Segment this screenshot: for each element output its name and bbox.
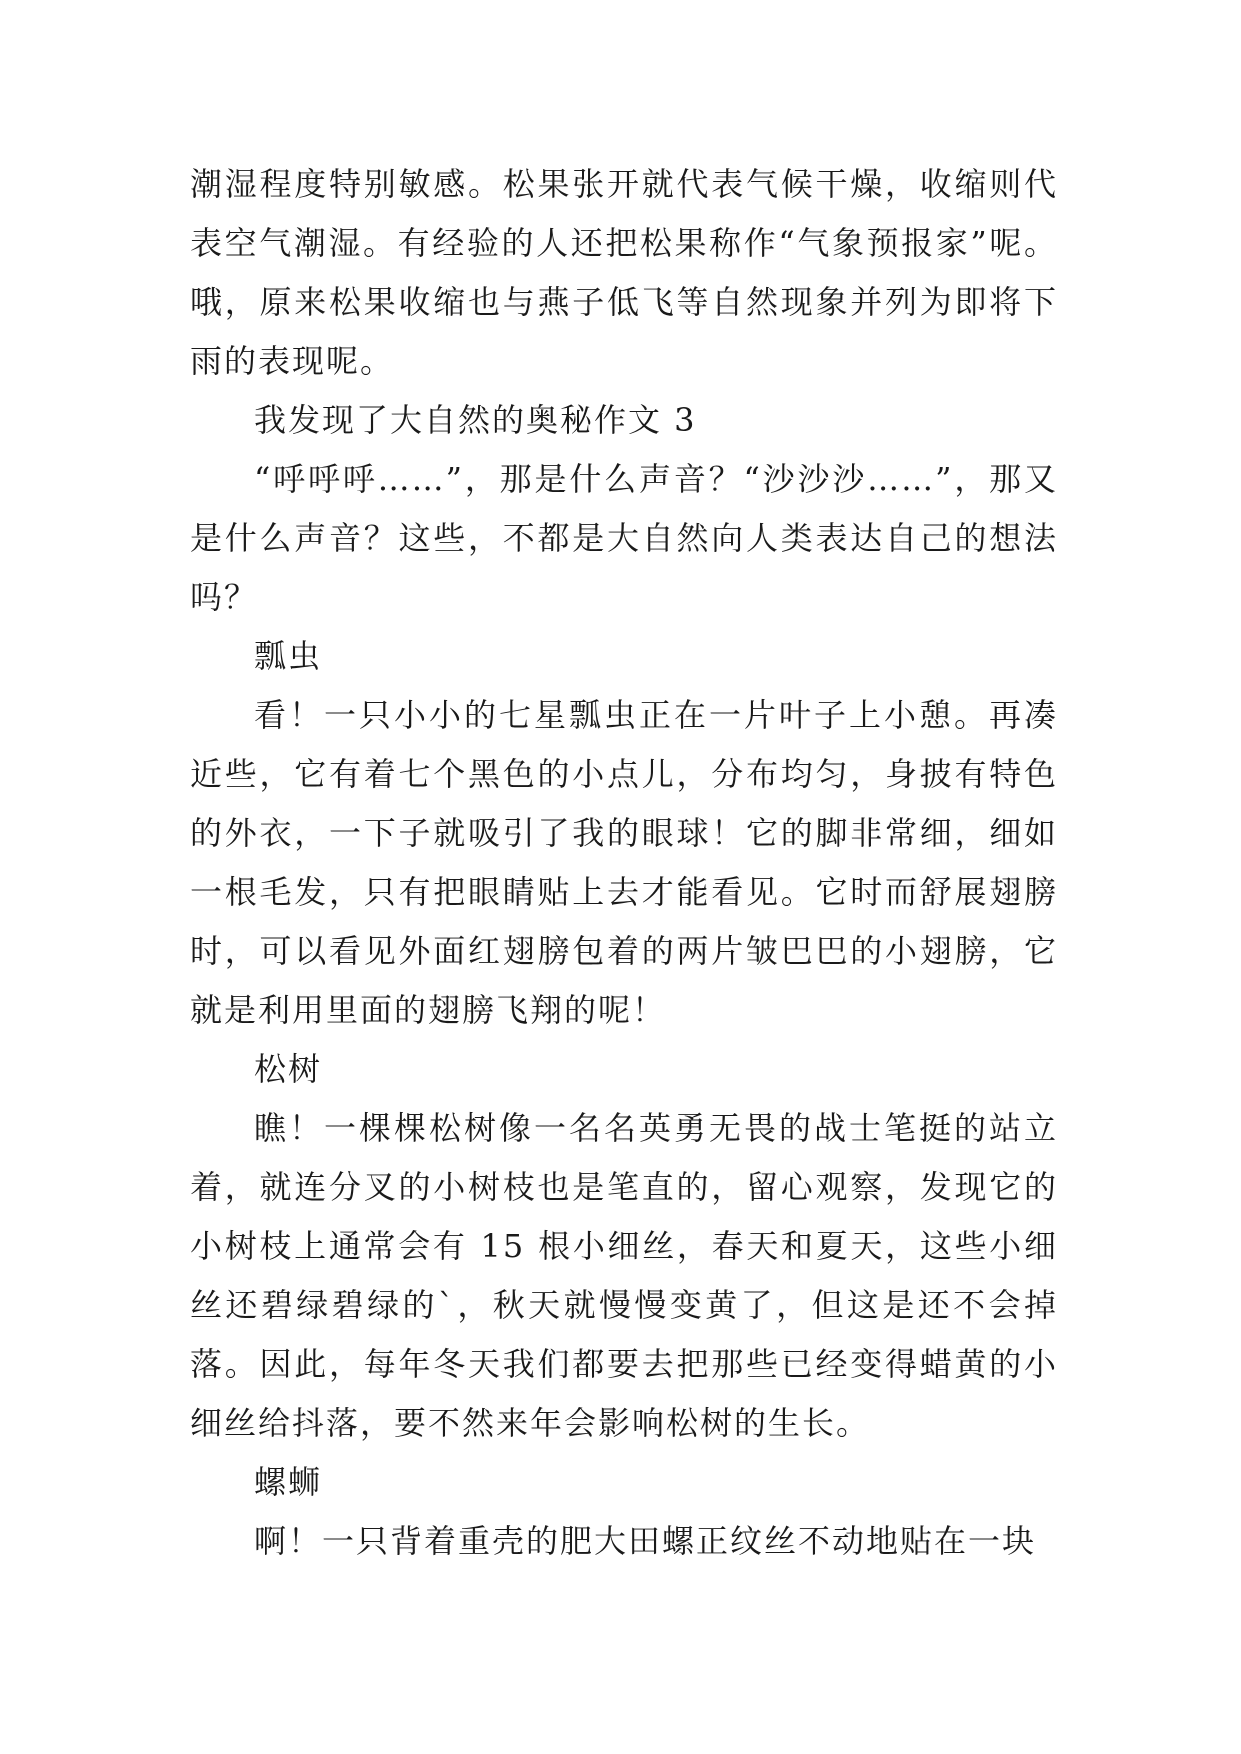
paragraph-ladybug: 看！一只小小的七星瓢虫正在一片叶子上小憩。再凑近些，它有着七个黑色的小点儿，分布均匀，身披有特色的外衣，一下子就吸引了我的眼球！它的脚非常细，细如一根毛发，只有把眼睛贴上去才能看见。它时而舒展翅膀时，可以看见外面红翅膀包着的两片皱巴巴的小翅膀，它就是利用里面的翅膀飞翔的呢！ (190, 696, 1058, 1029)
essay-title-3: 我发现了大自然的奥秘作文 3 (254, 401, 697, 439)
paragraph-nature-sounds: “呼呼呼……”，那是什么声音？“沙沙沙……”，那又是什么声音？这些，不都是大自然向人类表达自己的想法吗？ (190, 460, 1058, 616)
section-heading-ladybug: 瓢虫 (254, 637, 323, 675)
section-heading-pine-tree: 松树 (254, 1050, 323, 1088)
paragraph-pine-cone-continuation: 潮湿程度特别敏感。松果张开就代表气候干燥，收缩则代表空气潮湿。有经验的人还把松果称作“气象预报家”呢。哦，原来松果收缩也与燕子低飞等自然现象并列为即将下雨的表现呢。 (190, 165, 1058, 380)
paragraph-pine-tree: 瞧！一棵棵松树像一名名英勇无畏的战士笔挺的站立着，就连分叉的小树枝也是笔直的，留心观察，发现它的小树枝上通常会有 15 根小细丝，春天和夏天，这些小细丝还碧绿碧绿的`，秋天就慢慢变黄了，但这是还不会掉落。因此，每年冬天我们都要去把那些已经变得蜡黄的小细丝给抖落，要不然来年会影响松树的生长。 (190, 1109, 1058, 1442)
section-heading-snail: 螺蛳 (254, 1463, 323, 1501)
paragraph-snail: 啊！一只背着重壳的肥大田螺正纹丝不动地贴在一块 (254, 1522, 1037, 1560)
article-body (190, 155, 1058, 1571)
